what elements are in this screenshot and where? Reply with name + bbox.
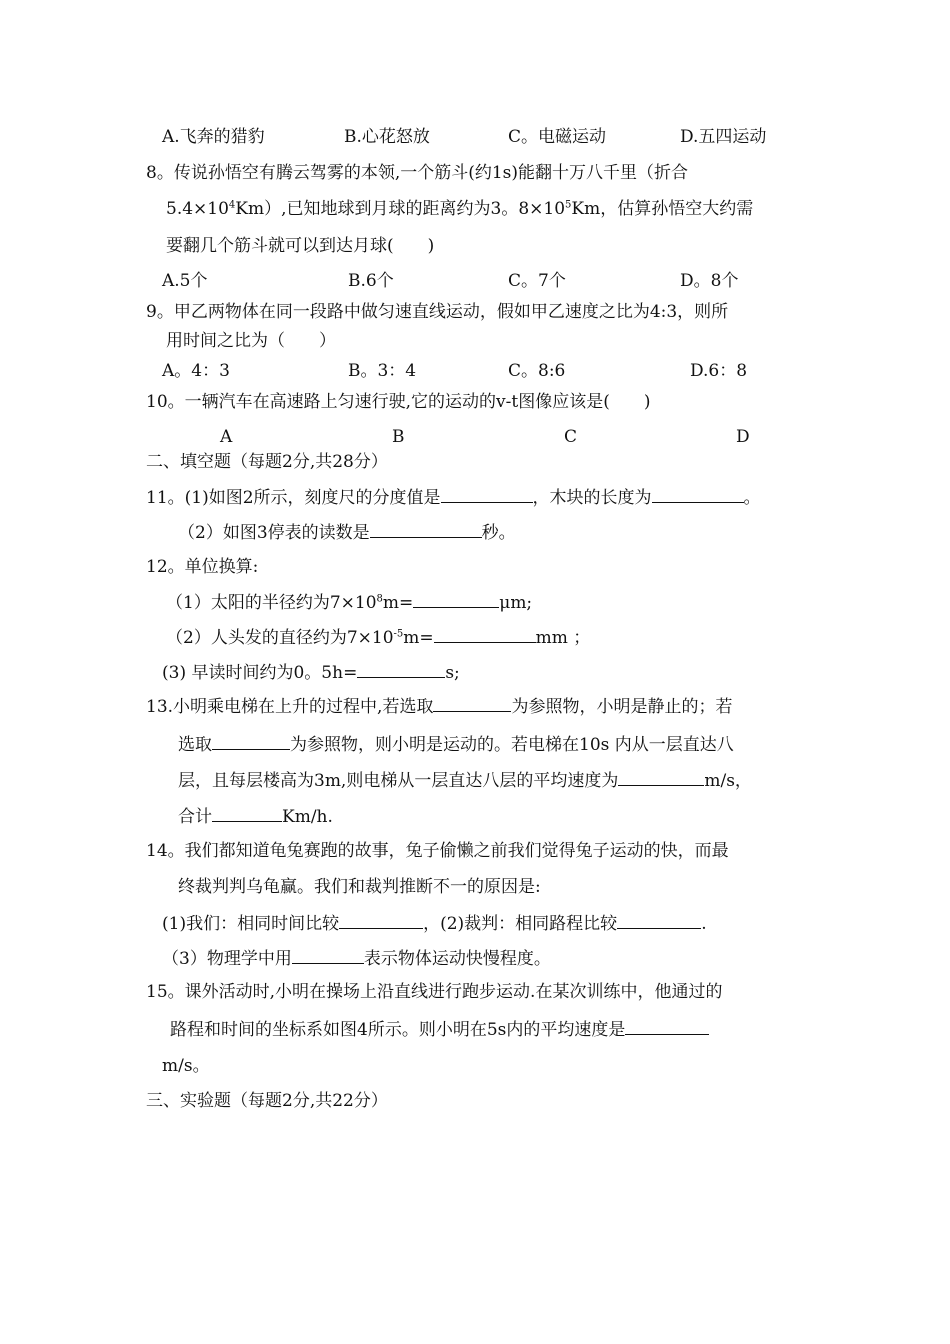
q13-line3: 层，且每层楼高为3m,则电梯从一层直达八层的平均速度为 m/s， — [178, 768, 752, 792]
q11-blank-length[interactable] — [652, 485, 744, 503]
q10-graph-label-b: B — [392, 427, 405, 447]
q10-stem: 10。一辆汽车在高速路上匀速行驶,它的运动的v-t图像应该是( ) — [146, 392, 651, 412]
q12-blank-hair-diameter[interactable] — [434, 625, 536, 643]
q12-blank-sun-radius[interactable] — [413, 590, 499, 608]
q7-option-b: B.心花怒放 — [344, 127, 430, 147]
q7-option-a: A.飞奔的猎豹 — [162, 127, 265, 147]
q9-option-a: A。4：3 — [162, 361, 230, 381]
q14-blank-we-compare[interactable] — [339, 911, 423, 929]
q13-blank-reference-static[interactable] — [433, 694, 511, 712]
q14-line1: 14。我们都知道龟兔赛跑的故事，兔子偷懒之前我们觉得兔子运动的快，而最 — [146, 841, 729, 861]
q15-line1: 15。课外活动时,小明在操场上沿直线进行跑步运动.在某次训练中，他通过的 — [146, 982, 723, 1002]
section-3-heading: 三、实验题（每题2分,共22分） — [146, 1091, 388, 1111]
q12-blank-reading-time[interactable] — [357, 660, 445, 678]
q9-stem-line1: 9。甲乙两物体在同一段路中做匀速直线运动，假如甲乙速度之比为4:3，则所 — [146, 302, 729, 322]
q7-option-d: D.五四运动 — [680, 127, 767, 147]
q10-graph-label-a: A — [220, 427, 233, 447]
q9-option-d: D.6：8 — [690, 361, 748, 381]
q15-blank-average-speed[interactable] — [625, 1017, 709, 1035]
q14-line4: （3）物理学中用 表示物体运动快慢程度。 — [162, 946, 551, 970]
q13-line4: 合计 Km/h. — [178, 804, 333, 828]
q11-line1: 11。(1)如图2所示，刻度尺的分度值是 ，木块的长度为 。 — [146, 485, 761, 509]
q13-line2: 选取 为参照物，则小明是运动的。若电梯在10s 内从一层直达八 — [178, 732, 734, 756]
q10-graph-label-c: C — [564, 427, 578, 447]
q14-blank-judge-compare[interactable] — [617, 911, 701, 929]
q15-line3: m/s。 — [162, 1056, 210, 1076]
q14-blank-physics-quantity[interactable] — [292, 946, 364, 964]
q12-item1: （1）太阳的半径约为$7\times 10^8m= \mu m$; — [166, 590, 532, 614]
q11-blank-division[interactable] — [441, 485, 533, 503]
q8-option-a: A.5个 — [162, 271, 208, 291]
q12-item2: （2）人头发的直径约为$7\times 10^{-5}m=$ mm ； — [166, 625, 590, 649]
q8-option-b: B.6个 — [348, 271, 394, 291]
q8-stem-line3: 要翻几个筋斗就可以到达月球( ) — [166, 236, 435, 256]
q8-option-c: C。7个 — [508, 271, 566, 291]
q11-blank-stopwatch[interactable] — [370, 520, 482, 538]
q8-option-d: D。8个 — [680, 271, 739, 291]
q10-graph-label-d: D — [736, 427, 750, 447]
q15-line2: 路程和时间的坐标系如图4所示。则小明在5s内的平均速度是 — [170, 1017, 709, 1041]
q14-line3: (1)我们：相同时间比较 ，(2)裁判：相同路程比较 . — [162, 911, 707, 935]
q12-stem: 12。单位换算: — [146, 557, 259, 577]
section-2-heading: 二、填空题（每题2分,共28分） — [146, 452, 388, 472]
q8-stem-line1: 8。传说孙悟空有腾云驾雾的本领,一个筋斗(约1s)能翻十万八千里（折合 — [146, 163, 689, 183]
q11-line2: （2）如图3停表的读数是 秒。 — [178, 520, 516, 544]
q12-item3: (3) 早读时间约为0。5h= s; — [162, 660, 460, 684]
q14-line2: 终裁判判乌龟赢。我们和裁判推断不一的原因是: — [178, 877, 541, 897]
q9-option-b: B。3：4 — [348, 361, 417, 381]
q8-stem-line2: $5.4\times 10^4Km$）,已知地球到月球的距离约为3。$8\times 10^5Km$，估算孙悟空大约需 — [166, 199, 754, 219]
q9-stem-line2: 用时间之比为（ ） — [166, 331, 336, 351]
q13-blank-reference-moving[interactable] — [212, 732, 290, 750]
q13-blank-speed-kmh[interactable] — [212, 804, 282, 822]
q9-option-c: C。8:6 — [508, 361, 566, 381]
q13-line1: 13.小明乘电梯在上升的过程中,若选取 为参照物，小明是静止的；若 — [146, 694, 732, 718]
q13-blank-speed-ms[interactable] — [618, 768, 704, 786]
q7-option-c: C。电磁运动 — [508, 127, 607, 147]
